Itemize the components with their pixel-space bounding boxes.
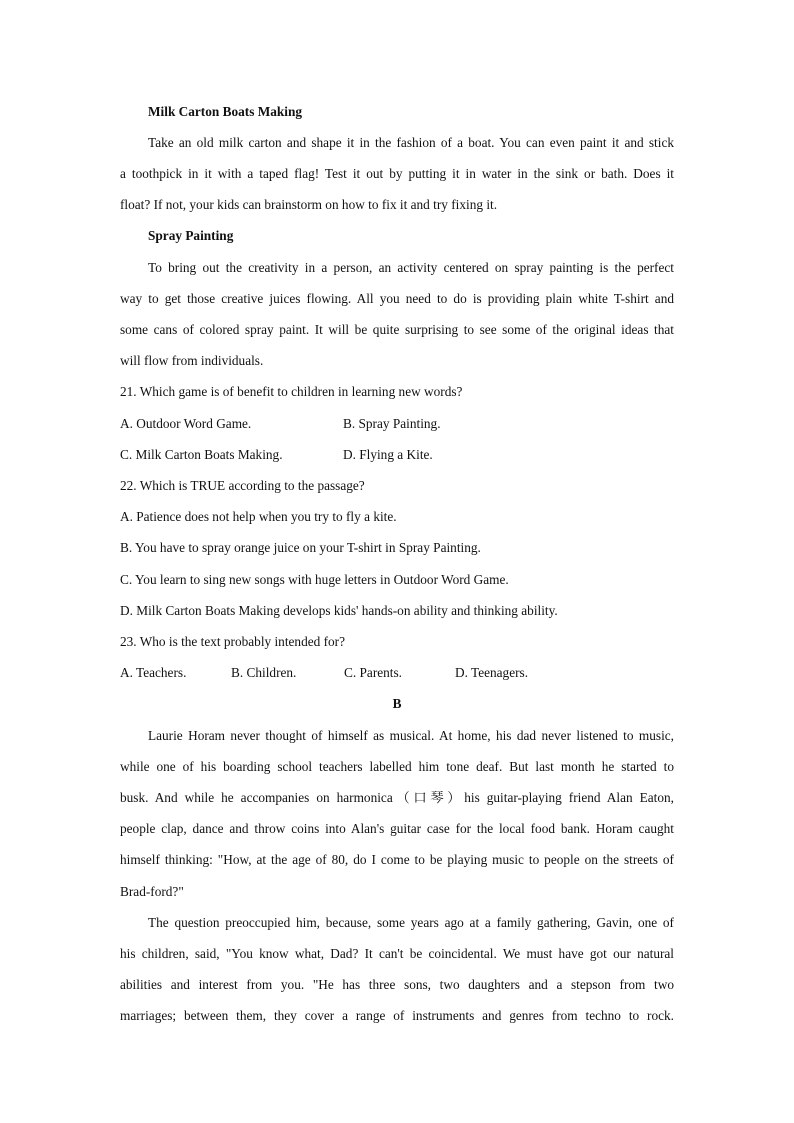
paragraph-line: The question preoccupied him, because, some years ago at a family gathering, Gavin, one of [148,915,674,930]
question-21-options-row1 [120,414,674,434]
option-c: C. Parents. [344,665,402,680]
option-a: A. Outdoor Word Game. [120,416,252,431]
option-d: D. Flying a Kite. [343,447,433,462]
question-21: 21. Which game is of benefit to children in learning new words? [120,384,463,399]
option-c: C. You learn to sing new songs with huge letters in Outdoor Word Game. [120,572,509,587]
paragraph-line: way to get those creative juices flowing. All you need to do is providing plain white T-shirt and [120,291,674,306]
paragraph-line: his children, said, "You know what, Dad? It can't be coincidental. We must have got our natural [120,946,674,961]
option-a: A. Patience does not help when you try to fly a kite. [120,509,397,524]
paragraph-line: will flow from individuals. [120,353,264,368]
section-b-label: B [392,696,402,711]
paragraph-line: busk. And while he accompanies on harmonica（口琴）his guitar-playing friend Alan Eaton, [120,790,674,805]
option-c: C. Milk Carton Boats Making. [120,447,283,462]
option-b: B. Spray Painting. [343,416,441,431]
paragraph-line: people clap, dance and throw coins into Alan's guitar case for the local food bank. Horam caught [120,821,674,836]
option-a: A. Teachers. [120,665,187,680]
option-b: B. You have to spray orange juice on your T-shirt in Spray Painting. [120,540,481,555]
paragraph-line: float? If not, your kids can brainstorm on how to fix it and try fixing it. [120,197,498,212]
question-23-options [120,663,674,683]
paragraph-line: abilities and interest from you. "He has three sons, two daughters and a stepson from two [120,977,674,992]
question-23: 23. Who is the text probably intended for? [120,634,346,649]
heading-spray-painting: Spray Painting [148,228,234,243]
paragraph-line: himself thinking: "How, at the age of 80, do I come to be playing music to people on the streets of [120,852,674,867]
paragraph-line: while one of his boarding school teachers labelled him tone deaf. But last month he started to [120,759,674,774]
option-b: B. Children. [231,665,297,680]
paragraph-line: Take an old milk carton and shape it in the fashion of a boat. You can even paint it and stick [148,135,674,150]
option-d: D. Milk Carton Boats Making develops kids' hands-on ability and thinking ability. [120,603,558,618]
option-d: D. Teenagers. [455,665,529,680]
paragraph-line: some cans of colored spray paint. It will be quite surprising to see some of the original ideas that [120,322,674,337]
question-22: 22. Which is TRUE according to the passage? [120,478,365,493]
heading-milk-carton: Milk Carton Boats Making [148,104,303,119]
paragraph-line: a toothpick in it with a taped flag! Test it out by putting it in water in the sink or bath. Does it [120,166,674,181]
question-21-options-row2 [120,445,674,465]
paragraph-line: Brad-ford?" [120,884,184,899]
paragraph-line: To bring out the creativity in a person, an activity centered on spray painting is the perfect [148,260,674,275]
paragraph-line: marriages; between them, they cover a range of instruments and genres from techno to rock. [120,1008,674,1023]
paragraph-line: Laurie Horam never thought of himself as musical. At home, his dad never listened to music, [148,728,674,743]
